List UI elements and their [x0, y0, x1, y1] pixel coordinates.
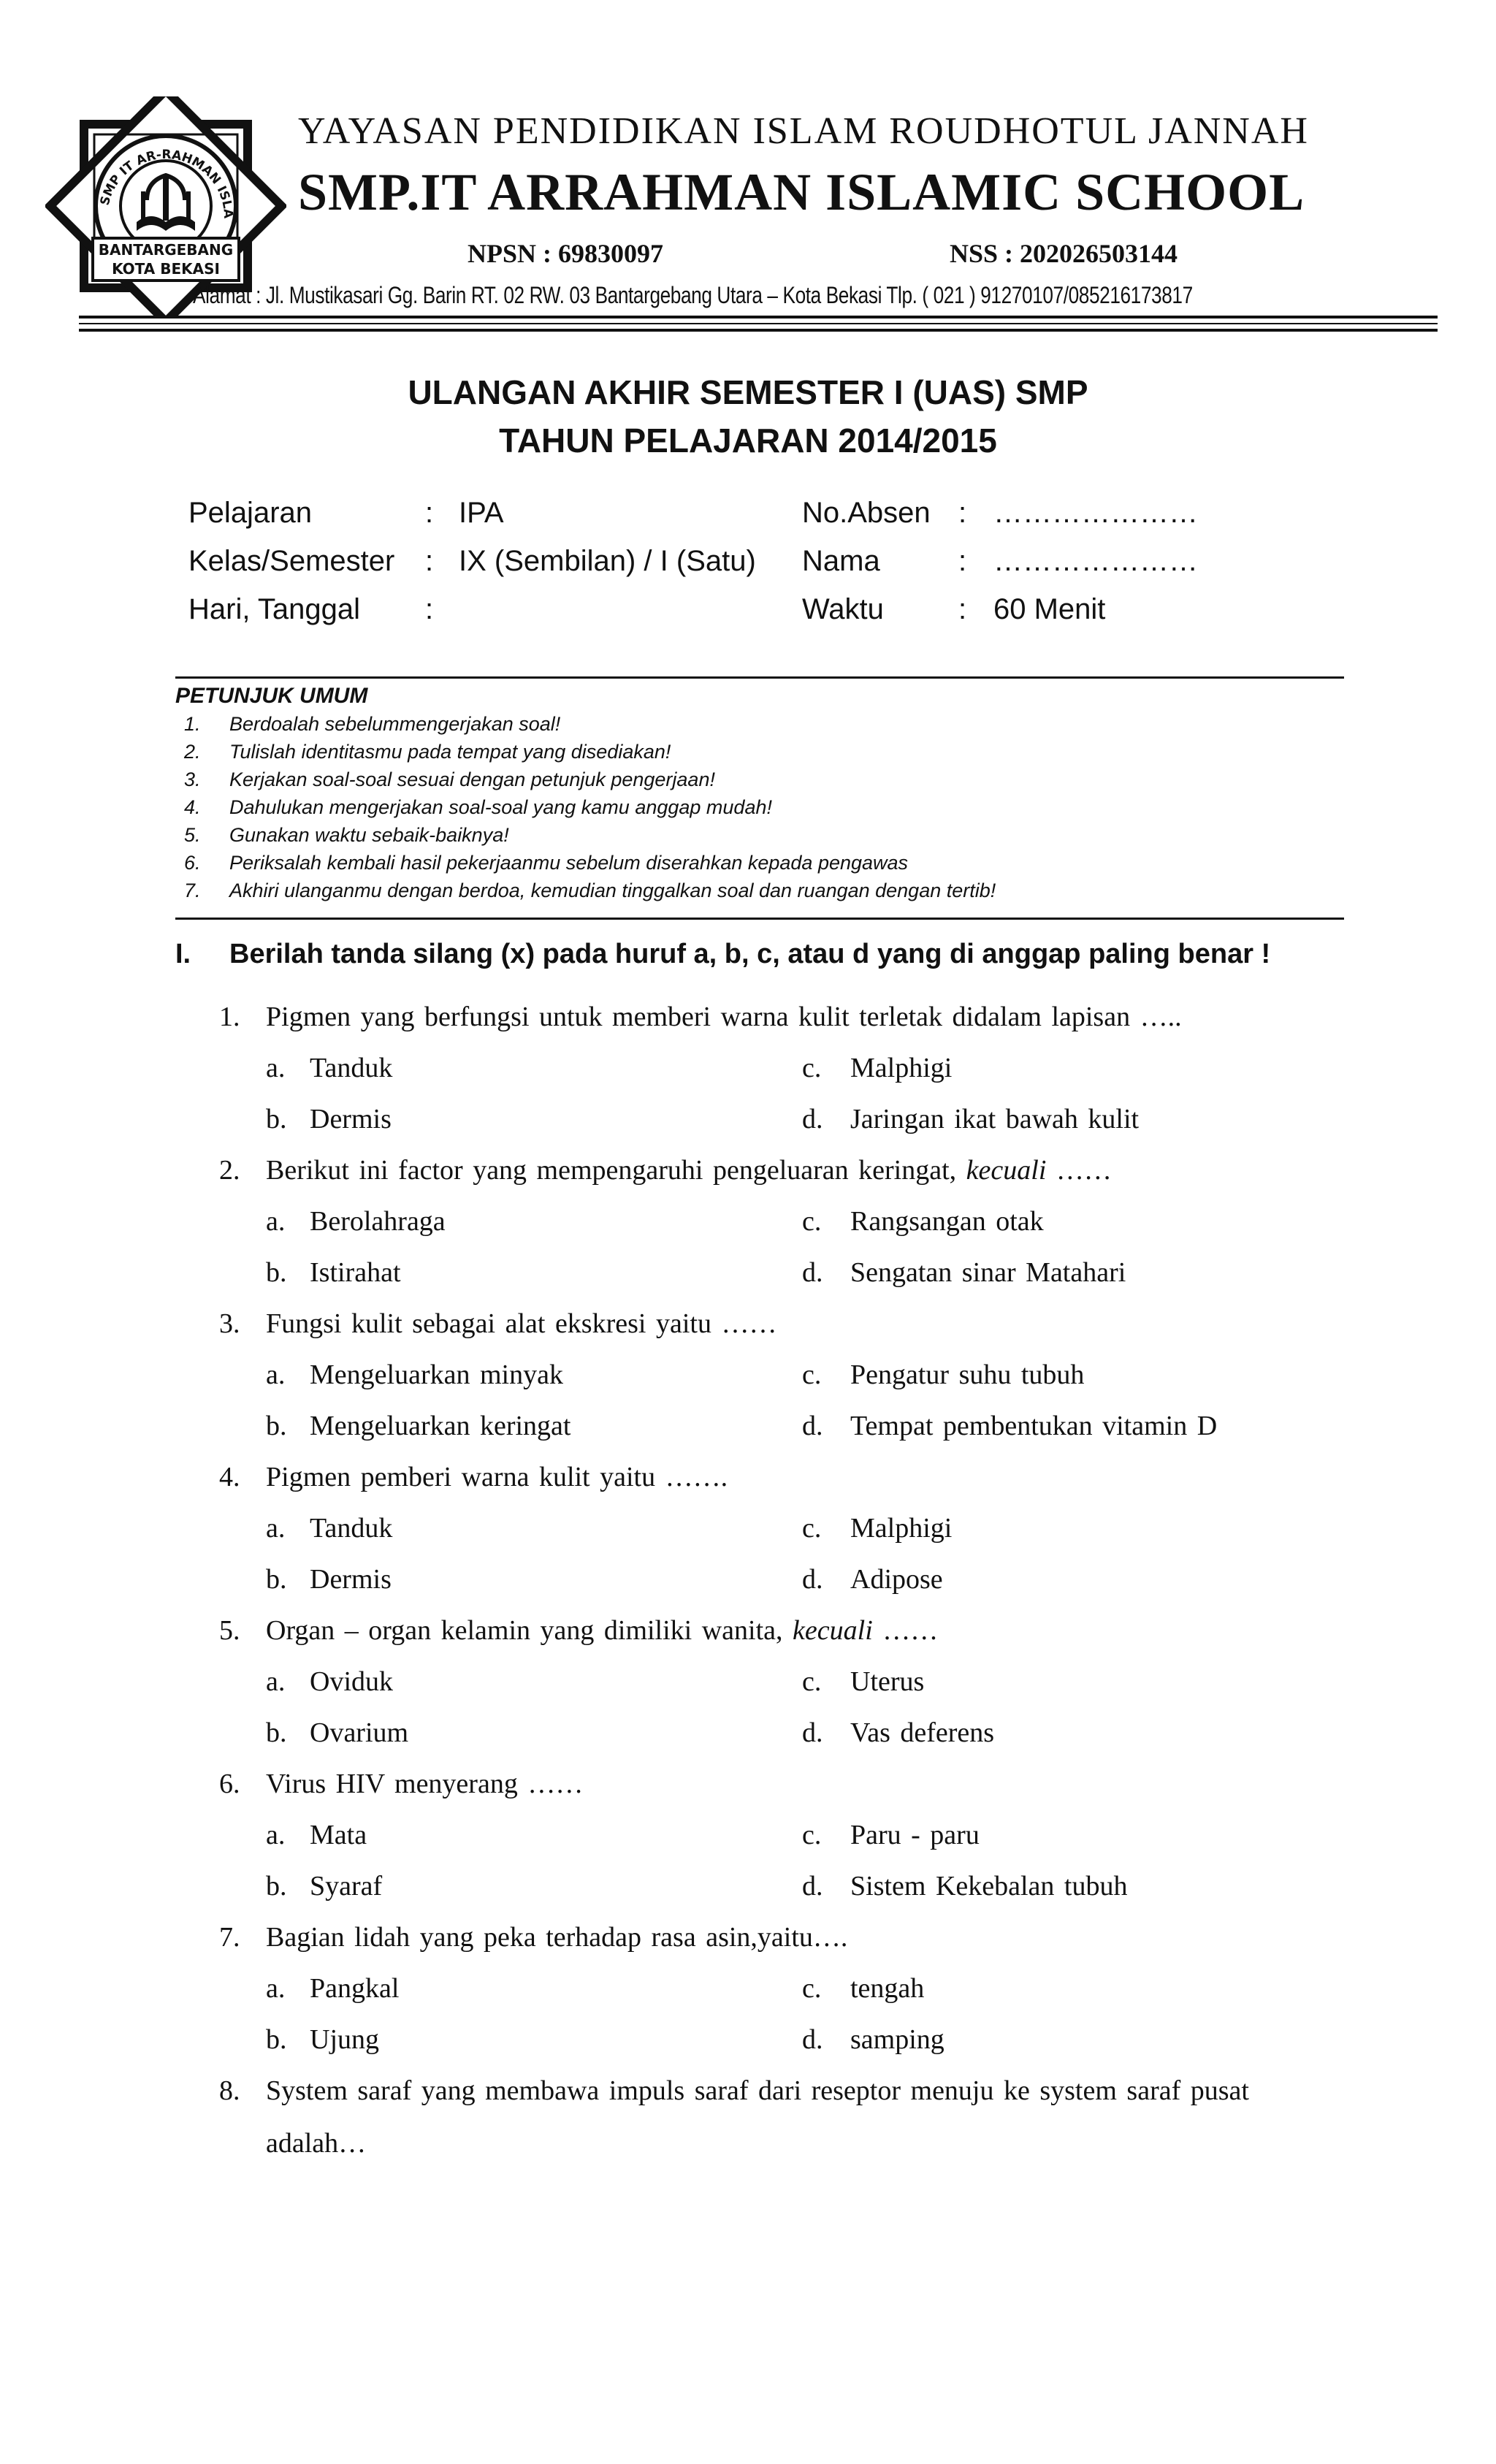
question-text: [266, 1154, 1112, 1186]
option-letter: c.: [802, 1513, 822, 1544]
option-letter: c.: [802, 1820, 822, 1850]
info-value-pelajaran: IPA: [459, 497, 504, 529]
option-text: Mengeluarkan keringat: [310, 1411, 571, 1441]
logo-band-line2: KOTA BEKASI: [112, 260, 220, 278]
option-text: Syaraf: [310, 1871, 383, 1902]
nss: NSS : 202026503144: [950, 239, 1178, 268]
option-letter: c.: [802, 1666, 822, 1697]
instruction-text: Tulislah identitasmu pada tempat yang disediakan!: [229, 741, 671, 763]
question-number: 6.: [219, 1769, 240, 1799]
question-text: [266, 1614, 938, 1647]
instruction-text: Akhiri ulanganmu dengan berdoa, kemudian tinggalkan soal dan ruangan dengan tertib!: [229, 880, 996, 901]
option-letter: a.: [266, 1206, 286, 1237]
option-text: Mata: [310, 1820, 367, 1850]
question-text: Pigmen yang berfungsi untuk memberi warna kulit terletak didalam lapisan …..: [266, 1002, 1182, 1032]
info-label-hari: Hari, Tanggal: [188, 593, 360, 625]
info-label-waktu: Waktu: [802, 593, 884, 625]
option-letter: b.: [266, 2024, 287, 2055]
option-letter: a.: [266, 1513, 286, 1544]
question-emphasis: kecuali: [966, 1155, 1047, 1186]
info-label-kelas: Kelas/Semester: [188, 545, 395, 577]
question-number: 7.: [219, 1922, 240, 1953]
option-letter: d.: [802, 1104, 823, 1134]
instructions-rule-top: [175, 676, 1344, 679]
option-letter: a.: [266, 1359, 286, 1390]
exam-year: TAHUN PELAJARAN 2014/2015: [499, 422, 997, 459]
option-text: Mengeluarkan minyak: [310, 1359, 563, 1390]
question-number: 5.: [219, 1615, 240, 1646]
option-text: Tanduk: [310, 1513, 393, 1544]
question-text: Bagian lidah yang peka terhadap rasa asin,yaitu….: [266, 1922, 848, 1953]
instruction-number: 2.: [184, 741, 201, 763]
option-text: tengah: [850, 1973, 925, 2004]
option-letter: d.: [802, 1871, 823, 1902]
option-text: Adipose: [850, 1564, 943, 1595]
option-letter: b.: [266, 1104, 287, 1134]
question-text: System saraf yang membawa impuls saraf dari reseptor menuju ke system saraf pusat: [266, 2075, 1249, 2106]
option-letter: d.: [802, 1411, 823, 1441]
option-letter: c.: [802, 1206, 822, 1237]
question-ellipsis: ……: [1056, 1155, 1112, 1186]
option-text: Malphigi: [850, 1513, 953, 1544]
option-text: Pangkal: [310, 1973, 400, 2004]
option-letter: d.: [802, 2024, 823, 2055]
info-sep: :: [425, 545, 434, 577]
question-text-main: Organ – organ kelamin yang dimiliki wanita,: [266, 1615, 783, 1646]
option-letter: b.: [266, 1257, 287, 1288]
option-text: Rangsangan otak: [850, 1206, 1044, 1237]
school-address: Alamat : Jl. Mustikasari Gg. Barin RT. 02 RW. 03 Bantargebang Utara – Kota Bekasi Tlp. ( 021 ) 91270107/085216173817: [193, 282, 1193, 308]
option-text: Jaringan ikat bawah kulit: [850, 1104, 1140, 1134]
question-number: 1.: [219, 1002, 240, 1032]
option-text: Tanduk: [310, 1053, 393, 1083]
option-text: Ujung: [310, 2024, 379, 2055]
instructions-rule-bottom: [175, 918, 1344, 920]
question-number: 2.: [219, 1155, 240, 1186]
option-letter: a.: [266, 1820, 286, 1850]
info-sep: :: [958, 497, 967, 529]
option-letter: a.: [266, 1666, 286, 1697]
option-letter: b.: [266, 1564, 287, 1595]
section-number: I.: [175, 939, 191, 969]
option-text: Berolahraga: [310, 1206, 446, 1237]
option-letter: a.: [266, 1973, 286, 2004]
info-label-nama: Nama: [802, 545, 880, 577]
info-sep: :: [425, 593, 434, 625]
instruction-text: Periksalah kembali hasil pekerjaanmu sebelum diserahkan kepada pengawas: [229, 852, 909, 874]
option-text: Uterus: [850, 1666, 925, 1697]
info-sep: :: [958, 545, 967, 577]
section-instruction: Berilah tanda silang (x) pada huruf a, b, c, atau d yang di anggap paling benar !: [229, 939, 1271, 969]
instruction-number: 5.: [184, 824, 201, 846]
option-letter: b.: [266, 1717, 287, 1748]
option-letter: c.: [802, 1973, 822, 2004]
option-letter: b.: [266, 1871, 287, 1902]
npsn: NPSN : 69830097: [468, 239, 663, 268]
info-value-kelas: IX (Sembilan) / I (Satu): [459, 545, 756, 577]
info-sep: :: [958, 593, 967, 625]
instruction-number: 1.: [184, 713, 201, 735]
option-letter: d.: [802, 1257, 823, 1288]
instruction-text: Gunakan waktu sebaik-baiknya!: [229, 824, 509, 846]
info-label-absen: No.Absen: [802, 497, 931, 529]
question-number: 8.: [219, 2075, 240, 2106]
instruction-number: 6.: [184, 852, 201, 874]
option-letter: a.: [266, 1053, 286, 1083]
header-rule-middle: [79, 323, 1438, 324]
instruction-text: Kerjakan soal-soal sesuai dengan petunjuk pengerjaan!: [229, 768, 715, 790]
question-ellipsis: ……: [882, 1615, 939, 1646]
logo-band-line1: BANTARGEBANG: [98, 241, 234, 259]
question-text: Virus HIV menyerang ……: [266, 1769, 584, 1799]
question-emphasis: kecuali: [793, 1615, 873, 1646]
option-text: Tempat pembentukan vitamin D: [850, 1411, 1218, 1441]
option-text: Pengatur suhu tubuh: [850, 1359, 1085, 1390]
instruction-number: 7.: [184, 880, 201, 901]
option-text: Ovarium: [310, 1717, 409, 1748]
option-text: Sistem Kekebalan tubuh: [850, 1871, 1128, 1902]
option-text: Paru - paru: [850, 1820, 980, 1850]
option-text: Malphigi: [850, 1053, 953, 1083]
instruction-number: 4.: [184, 796, 201, 818]
foundation-name: YAYASAN PENDIDIKAN ISLAM ROUDHOTUL JANNAH: [298, 110, 1309, 152]
info-sep: :: [425, 497, 434, 529]
logo-ring-text: SMP IT AR-RAHMAN ISLA: [97, 147, 236, 219]
info-label-pelajaran: Pelajaran: [188, 497, 313, 529]
option-text: Vas deferens: [850, 1717, 995, 1748]
option-text: Oviduk: [310, 1666, 393, 1697]
question-text: Pigmen pemberi warna kulit yaitu …….: [266, 1462, 728, 1492]
header-rule-top: [79, 316, 1438, 319]
option-text: Dermis: [310, 1104, 392, 1134]
info-value-nama: …………………: [993, 545, 1198, 577]
question-text-main: Berikut ini factor yang mempengaruhi pengeluaran keringat,: [266, 1155, 957, 1186]
question-text-continued: adalah…: [266, 2128, 367, 2159]
instruction-text: Berdoalah sebelummengerjakan soal!: [229, 713, 561, 735]
info-value-absen: …………………: [993, 497, 1198, 529]
question-number: 4.: [219, 1462, 240, 1492]
option-text: samping: [850, 2024, 944, 2055]
info-value-waktu: 60 Menit: [993, 593, 1106, 625]
exam-title: ULANGAN AKHIR SEMESTER I (UAS) SMP: [408, 373, 1088, 411]
instructions-heading: PETUNJUK UMUM: [175, 684, 368, 708]
header-rule-bottom: [79, 329, 1438, 332]
instruction-text: Dahulukan mengerjakan soal-soal yang kamu anggap mudah!: [229, 796, 772, 818]
option-text: Sengatan sinar Matahari: [850, 1257, 1126, 1288]
option-text: Istirahat: [310, 1257, 401, 1288]
option-letter: d.: [802, 1717, 823, 1748]
option-letter: c.: [802, 1053, 822, 1083]
option-letter: d.: [802, 1564, 823, 1595]
question-text: Fungsi kulit sebagai alat ekskresi yaitu ……: [266, 1308, 777, 1339]
option-letter: b.: [266, 1411, 287, 1441]
school-name: SMP.IT ARRAHMAN ISLAMIC SCHOOL: [298, 163, 1305, 221]
option-text: Dermis: [310, 1564, 392, 1595]
instruction-number: 3.: [184, 768, 201, 790]
option-letter: c.: [802, 1359, 822, 1390]
question-number: 3.: [219, 1308, 240, 1339]
